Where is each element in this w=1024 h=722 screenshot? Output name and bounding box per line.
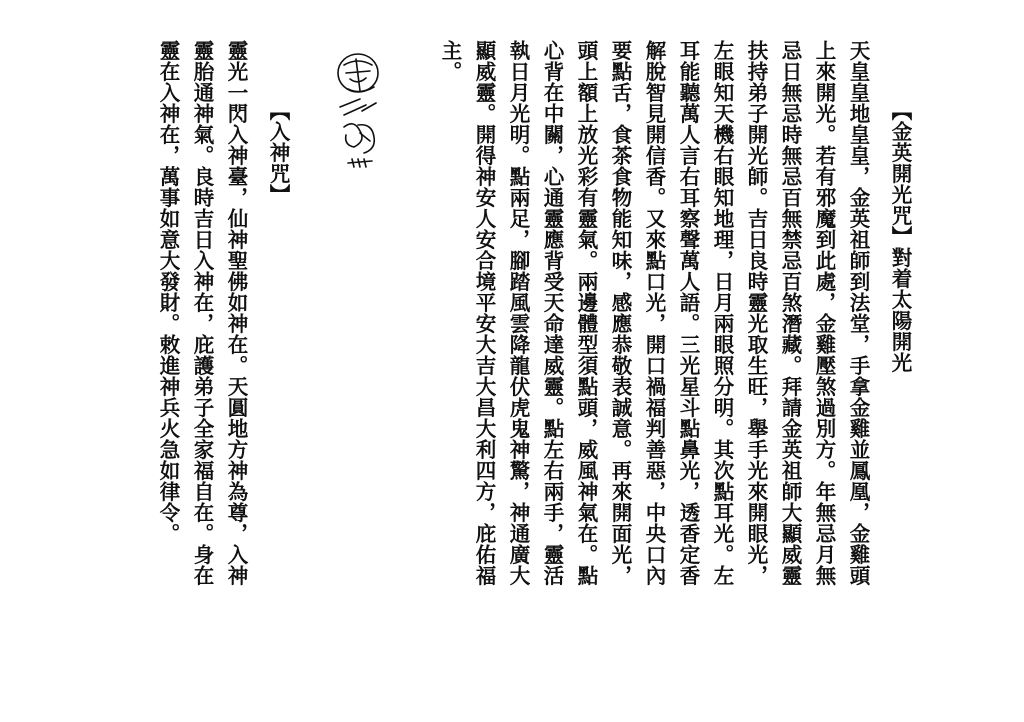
section1-line: 主。 [438, 40, 462, 82]
section1-line: 左眼知天機右眼知地理，日月兩眼照分明。其次點耳光。左 [710, 40, 734, 586]
section1-line: 上來開光。若有邪魔到此處，金雞壓煞過別方。年無忌月無 [812, 40, 836, 586]
talisman-signature-icon [330, 45, 390, 185]
section2-line: 靈在入神在，萬事如意大發財。敕進神兵火急如律令。 [156, 40, 180, 544]
section1-line: 扶持弟子開光師。吉日良時靈光取生旺，舉手光來開眼光， [744, 40, 768, 586]
section1-line: 心背在中關，心通靈應背受天命達威靈。點左右兩手，靈活 [540, 40, 564, 586]
section1-line: 忌日無忌時無忌百無禁忌百煞潛藏。拜請金英祖師大顯威靈 [778, 40, 802, 586]
section1-line: 頭上額上放光彩有靈氣。兩邊體型須點頭，威風神氣在。點 [574, 40, 598, 586]
section2-line: 靈光一閃入神臺，仙神聖佛如神在。天圓地方神為尊，入神 [224, 40, 248, 586]
section1-line: 顯威靈。開得神安人安合境平安大吉大昌大利四方，庇佑福 [472, 40, 496, 586]
section1-heading: 【金英開光咒】對着太陽開光 [888, 100, 912, 373]
section2-line: 靈胎通神氣。良時吉日入神在，庇護弟子全家福自在。身在 [190, 40, 214, 586]
section1-line: 天皇皇地皇皇，金英祖師到法堂，手拿金雞並鳳凰，金雞頭 [846, 40, 870, 586]
section1-line: 解脫智見開信香。又來點口光，開口禍福判善惡，中央口內 [642, 40, 666, 586]
section1-line: 耳能聽萬人言右耳察聲萬人語。三光星斗點鼻光，透香定香 [676, 40, 700, 586]
section1-line: 執日月光明。點兩足，腳踏風雲降龍伏虎鬼神驚，神通廣大 [506, 40, 530, 586]
section1-line: 要點舌，食茶食物能知味，感應恭敬表誠意。再來開面光， [608, 40, 632, 586]
section2-heading: 【入神咒】 [266, 100, 290, 205]
